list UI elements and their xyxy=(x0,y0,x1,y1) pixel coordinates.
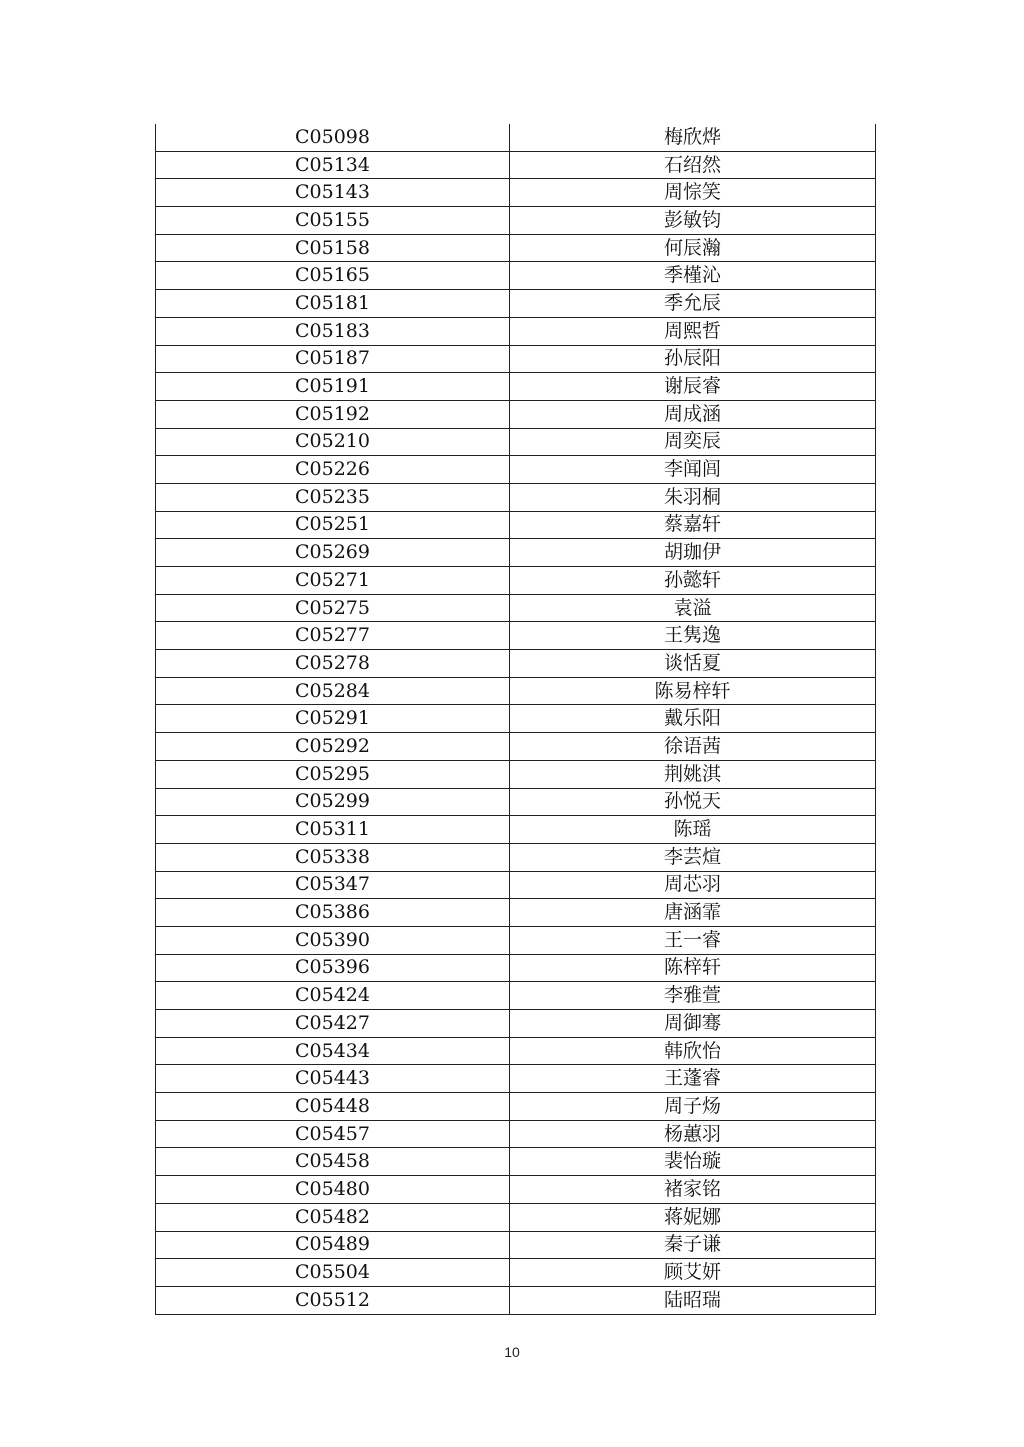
student-name-cell: 谢辰睿 xyxy=(510,373,876,401)
student-id-cell: C05187 xyxy=(156,345,510,373)
table-row xyxy=(156,1093,876,1121)
student-name-cell: 周奕辰 xyxy=(510,428,876,456)
page-number: 10 xyxy=(504,1344,520,1360)
roster-table-body xyxy=(156,124,876,1314)
table-row xyxy=(156,1259,876,1287)
student-name-cell: 季允辰 xyxy=(510,290,876,318)
student-name-cell: 季槿沁 xyxy=(510,262,876,290)
student-id-cell: C05191 xyxy=(156,373,510,401)
table-row xyxy=(156,1286,876,1314)
student-id-cell: C05504 xyxy=(156,1259,510,1287)
table-row xyxy=(156,1176,876,1204)
table-row xyxy=(156,400,876,428)
table-row xyxy=(156,926,876,954)
student-id-cell: C05396 xyxy=(156,954,510,982)
student-name-cell: 周悰笑 xyxy=(510,179,876,207)
student-name-cell: 孙悦天 xyxy=(510,788,876,816)
student-id-cell: C05226 xyxy=(156,456,510,484)
student-id-cell: C05143 xyxy=(156,179,510,207)
table-row xyxy=(156,262,876,290)
table-row xyxy=(156,843,876,871)
student-id-cell: C05192 xyxy=(156,400,510,428)
student-name-cell: 何辰瀚 xyxy=(510,234,876,262)
table-row xyxy=(156,705,876,733)
student-id-cell: C05347 xyxy=(156,871,510,899)
student-id-cell: C05295 xyxy=(156,760,510,788)
student-name-cell: 陈易梓轩 xyxy=(510,677,876,705)
student-name-cell: 蒋妮娜 xyxy=(510,1203,876,1231)
table-row xyxy=(156,124,876,151)
student-id-cell: C05158 xyxy=(156,234,510,262)
table-row xyxy=(156,594,876,622)
student-name-cell: 周成涵 xyxy=(510,400,876,428)
table-row xyxy=(156,1120,876,1148)
student-id-cell: C05210 xyxy=(156,428,510,456)
student-id-cell: C05291 xyxy=(156,705,510,733)
student-id-cell: C05489 xyxy=(156,1231,510,1259)
table-row xyxy=(156,428,876,456)
table-row xyxy=(156,567,876,595)
table-row xyxy=(156,456,876,484)
student-name-cell: 周子炀 xyxy=(510,1093,876,1121)
table-row xyxy=(156,788,876,816)
student-id-cell: C05277 xyxy=(156,622,510,650)
table-row xyxy=(156,511,876,539)
table-row xyxy=(156,816,876,844)
student-name-cell: 陈梓轩 xyxy=(510,954,876,982)
student-id-cell: C05448 xyxy=(156,1093,510,1121)
student-id-cell: C05269 xyxy=(156,539,510,567)
student-id-cell: C05165 xyxy=(156,262,510,290)
table-row xyxy=(156,954,876,982)
student-name-cell: 谈恬夏 xyxy=(510,650,876,678)
student-name-cell: 蔡嘉轩 xyxy=(510,511,876,539)
student-name-cell: 李闻闾 xyxy=(510,456,876,484)
student-id-cell: C05482 xyxy=(156,1203,510,1231)
table-row xyxy=(156,207,876,235)
student-name-cell: 胡珈伊 xyxy=(510,539,876,567)
student-id-cell: C05299 xyxy=(156,788,510,816)
table-row xyxy=(156,539,876,567)
table-row xyxy=(156,179,876,207)
student-name-cell: 顾艾妍 xyxy=(510,1259,876,1287)
student-id-cell: C05098 xyxy=(156,124,510,151)
student-id-cell: C05292 xyxy=(156,733,510,761)
student-name-cell: 秦子谦 xyxy=(510,1231,876,1259)
student-id-cell: C05311 xyxy=(156,816,510,844)
student-id-cell: C05386 xyxy=(156,899,510,927)
student-name-cell: 杨蕙羽 xyxy=(510,1120,876,1148)
student-name-cell: 王一睿 xyxy=(510,926,876,954)
table-row xyxy=(156,733,876,761)
student-name-cell: 李雅萱 xyxy=(510,982,876,1010)
table-row xyxy=(156,373,876,401)
student-name-cell: 周芯羽 xyxy=(510,871,876,899)
student-name-cell: 韩欣怡 xyxy=(510,1037,876,1065)
table-row xyxy=(156,650,876,678)
student-name-cell: 荆姚淇 xyxy=(510,760,876,788)
student-name-cell: 彭敏钧 xyxy=(510,207,876,235)
table-row xyxy=(156,290,876,318)
table-row xyxy=(156,151,876,179)
student-id-cell: C05284 xyxy=(156,677,510,705)
table-row xyxy=(156,760,876,788)
student-id-cell: C05181 xyxy=(156,290,510,318)
student-id-cell: C05278 xyxy=(156,650,510,678)
student-id-cell: C05134 xyxy=(156,151,510,179)
table-row xyxy=(156,345,876,373)
student-name-cell: 石绍然 xyxy=(510,151,876,179)
student-name-cell: 陆昭瑞 xyxy=(510,1286,876,1314)
student-id-cell: C05457 xyxy=(156,1120,510,1148)
student-name-cell: 孙辰阳 xyxy=(510,345,876,373)
student-id-cell: C05275 xyxy=(156,594,510,622)
student-id-cell: C05427 xyxy=(156,1010,510,1038)
table-row xyxy=(156,871,876,899)
student-name-cell: 李芸煊 xyxy=(510,843,876,871)
student-name-cell: 梅欣烨 xyxy=(510,124,876,151)
student-name-cell: 周御骞 xyxy=(510,1010,876,1038)
student-name-cell: 褚家铭 xyxy=(510,1176,876,1204)
student-name-cell: 袁溢 xyxy=(510,594,876,622)
student-name-cell: 周熙哲 xyxy=(510,317,876,345)
student-id-cell: C05183 xyxy=(156,317,510,345)
student-id-cell: C05458 xyxy=(156,1148,510,1176)
student-name-cell: 戴乐阳 xyxy=(510,705,876,733)
student-id-cell: C05155 xyxy=(156,207,510,235)
table-row xyxy=(156,1148,876,1176)
student-id-cell: C05480 xyxy=(156,1176,510,1204)
student-name-cell: 裴怡璇 xyxy=(510,1148,876,1176)
student-name-cell: 王隽逸 xyxy=(510,622,876,650)
student-id-cell: C05251 xyxy=(156,511,510,539)
table-row xyxy=(156,982,876,1010)
student-id-cell: C05390 xyxy=(156,926,510,954)
student-name-cell: 孙懿轩 xyxy=(510,567,876,595)
student-id-cell: C05271 xyxy=(156,567,510,595)
student-id-cell: C05338 xyxy=(156,843,510,871)
student-id-cell: C05443 xyxy=(156,1065,510,1093)
student-id-cell: C05235 xyxy=(156,483,510,511)
table-row xyxy=(156,483,876,511)
table-row xyxy=(156,677,876,705)
table-row xyxy=(156,1037,876,1065)
table-row xyxy=(156,622,876,650)
student-name-cell: 徐语茜 xyxy=(510,733,876,761)
table-row xyxy=(156,317,876,345)
student-id-cell: C05512 xyxy=(156,1286,510,1314)
table-row xyxy=(156,234,876,262)
student-name-cell: 朱羽桐 xyxy=(510,483,876,511)
table-row xyxy=(156,1231,876,1259)
table-row xyxy=(156,1010,876,1038)
roster-table xyxy=(155,124,876,1315)
table-row xyxy=(156,899,876,927)
student-name-cell: 唐涵霏 xyxy=(510,899,876,927)
table-row xyxy=(156,1065,876,1093)
student-id-cell: C05434 xyxy=(156,1037,510,1065)
student-id-cell: C05424 xyxy=(156,982,510,1010)
student-name-cell: 王蓬睿 xyxy=(510,1065,876,1093)
table-row xyxy=(156,1203,876,1231)
student-name-cell: 陈瑶 xyxy=(510,816,876,844)
